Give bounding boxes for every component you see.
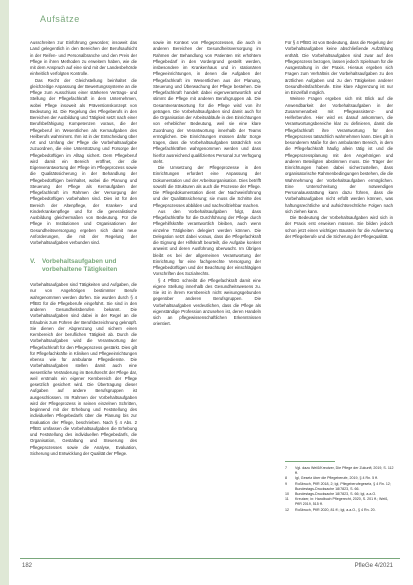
column-1-top-text	[30, 40, 137, 246]
footnote-number: 7	[285, 466, 287, 470]
section-title-line-2: vorbehaltene Tätigkeiten	[42, 266, 118, 274]
paragraph: Weitere Fragen ergeben sich mit Blick auf die Anwendbarkeit der Vorbehaltsaufgaben in der Zusammenarbeit mit Pflegeassistenz- und Helferberufen. Hier wird es darauf ankommen, die Verantwortungsbereiche klar zu definieren, damit die Pflegefachkraft ihre Verantwortung für den Pflegeprozess tatsächlich wahrnehmen kann. Dies gilt in besonderem Maße für den ambulanten Bereich, in dem die Pflegefachkraft häufig allein tätig ist und die Pflegeprozessplanung mit den Angehörigen und anderen Beteiligten abstimmen muss. Die Träger der Einrichtungen haben dabei sicherzustellen, dass organisatorische Rahmenbedingungen bestehen, die die Wahrnehmung der Vorbehaltsaufgaben ermöglichen. Eine Unterschreitung der notwendigen Personalausstattung kann dazu führen, dass die Vorbehaltsaufgaben nicht erfüllt werden können, was haftungsrechtliche und aufsichtsrechtliche Folgen nach sich ziehen kann.	[285, 96, 393, 214]
page-number: 182	[22, 563, 33, 569]
footnote-number: 9	[285, 481, 287, 486]
footnote-text: Vgl. dazu Weiß/Kreutzer, Die Pflege der Zukunft, 2019, S. 112 ff.	[295, 466, 394, 476]
paragraph: Vorbehaltsaufgaben sind Tätigkeiten und Aufgaben, die nur von Angehörigen bestimmter Berufe wahrgenommen werden dürfen. Sie wurden durch § 4 PflBG für die Pflegeberufe eingeführt. Sie sind in den anderen Gesundheitsberufen bekannt. Die Vorbehaltsaufgaben sind dabei in der Regel an die Erlaubnis zum Führen der Berufsbezeichnung geknüpft. Sie dienen der Abgrenzung und sichern einen Kernbereich der beruflichen Tätigkeit ab. Durch die Vorbehaltsaufgaben wird die Verantwortung der Pflegefachkraft für den Pflegeprozess gestärkt. Dies gilt für Pflegefachkräfte in Kliniken und Pflegeeinrichtungen ebenso wie für ambulante Pflegedienste. Die Vorbehaltsaufgaben stellen damit auch eine wesentliche Veränderung im Berufsrecht der Pflege dar, weil erstmals ein eigener Kernbereich der Pflege gesetzlich gesichert wird. Die Übertragung dieser Aufgaben auf andere Berufsgruppen ist ausgeschlossen. Im Rahmen der Vorbehaltsaufgaben wird der Pflegeprozess in seinen einzelnen Schritten, beginnend mit der Erhebung und Feststellung des individuellen Pflegebedarfs über die Planung bis zur Evaluation der Pflege, beschrieben. Nach § 4 Abs. 2 PflBG umfassen die Vorbehaltsaufgaben die Erhebung und Feststellung des individuellen Pflegebedarfs, die Organisation, Gestaltung und Steuerung des Pflegeprozesses sowie die Analyse, Evaluation, Sicherung und Entwicklung der Qualität der Pflege.	[30, 282, 137, 456]
paragraph: Aus den Vorbehaltsaufgaben folgt, dass Pflegefachkräfte für die Durchführung der Pflege durch Pflegehilfskräfte verantwortlich bleiben, auch wenn einzelne Tätigkeiten delegiert werden können. Die Delegation setzt dabei voraus, dass die Pflegefachkraft die Eignung der Hilfskraft beurteilt, die Aufgabe konkret anweist und deren Ausführung überwacht. Im Übrigen bleibt es bei der allgemeinen Verantwortung der Einrichtung für eine fachgerechte Versorgung der Pflegebedürftigen und der Beachtung der einschlägigen Vorschriften des Sozialrechts.	[153, 208, 261, 277]
footer-divider	[20, 558, 400, 559]
footnotes	[285, 466, 395, 513]
section-number: V.	[30, 258, 36, 265]
paragraph: Das Recht der Gleichstellung beinhaltet die gleichzeitige Anpassung der Bewertungssysteme an die Pflege zum Ausschluss einer stärkeren Vertrags- und Stellung der Pflegefachkraft in dem Unternehmen, wobei Pflege insoweit als Präventionskonzept von Bedeutung ist. Die Regelung des Pflegeberufs in den Bereichen der Ausbildung und Tätigkeit setzt nach einer Berufsbefähigung Kompetenzen voraus, die der Pflegeberuf im Wesentlichen als Kernaufgaben des Heilberufs wahrnimmt. Ihm ist in der Entscheidung über Art und Umfang der Pflege die Vorbehaltsaufgabe zuzuordnen, die eine Unterstützung und Fürsorge der Pflegebedürftigen im Alltag sichert. Dem Pflegeberuf wird damit ein Bereich eröffnet, der die Eigenverantwortung der Pflege im Pflegeprozess sowie die Qualitätssicherung in der Behandlung der Pflegebedürftigen beinhaltet, wobei die Planung und Steuerung der Pflege als Kernaufgaben der Pflegefachkraft im Rahmen der Versorgung der Pflegebedürftigen vorbehalten sind. Dies ist für den Bereich der Altenpflege, der Kranken- und Kinderkrankenpflege und für die generalistische Ausbildung gleichermaßen von Bedeutung. Für die Pflege in Institutionen und Organisationen der Gesundheitsversorgung ergeben sich damit neue Anforderungen, die mit der Regelung der Vorbehaltsaufgaben verbunden sind.	[30, 77, 137, 245]
text-column-3	[285, 40, 393, 456]
footnote	[285, 497, 395, 507]
paragraph: Ausschreiten zur Einführung geworden; insoweit das Land gelegentlich in den Bereichen der Berufsaufsicht in der Reifen- und Personalbranche und den Preis der Pflege in ihren Methoden zu erweitern haben, wie die mit dem Anspruch auf eine sind mit der Landesbehörde einheitlich verfolgten Kontrolle.	[30, 40, 137, 77]
column-1-bottom-text	[30, 282, 137, 457]
text-column-1-lower	[30, 282, 137, 553]
footnote-text: Igl, Gesetz über die Pflegeberufe, 2019, § 4 Rn. 5 ff.	[295, 476, 379, 481]
footnote-number: 10	[285, 492, 289, 497]
paragraph: Die Umsetzung der Pflegeprozesse in den Einrichtungen erfordert eine Anpassung der Dokumentation und der Arbeitsorganisation. Dies betrifft sowohl die Strukturen als auch die Prozesse der Pflege. Die Pflegedokumentation dient der Nachweisführung und der Qualitätssicherung; sie muss die Schritte des Pflegeprozesses abbilden und nachvollziehbar machen.	[153, 165, 261, 208]
footnote-number: 12	[285, 507, 289, 512]
footnote-text: Bundestags-Drucksache 18/7823, S. 66; Igl, a.a.O.	[295, 492, 377, 497]
paragraph: Für § 4 PflBG ist von Bedeutung, dass die Regelung der Vorbehaltsaufgaben keine abschließende Aufzählung enthält. Die Vorbehaltsaufgaben sind zwar auf den Pflegeprozess bezogen, lassen jedoch Spielraum für die Ausgestaltung in der Praxis. Hieraus ergeben sich Fragen zum Verhältnis der Vorbehaltsaufgaben zu den ärztlichen Aufgaben und zu den Tätigkeiten anderer Gesundheitsfachberufe. Eine klare Abgrenzung ist nur im Einzelfall möglich.	[285, 40, 393, 95]
footnote	[285, 508, 395, 513]
section-header-label: Aufsätze	[40, 14, 80, 24]
footnote-text: Roßbruch, PflR 2018, 2; Igl, Pflegeberufegesetz, § 4 Rn. 12; Bundestags-Drucksache 18/7823, S. 66.	[295, 481, 391, 491]
footnote-text: Roßbruch, PflR 2020, 81 ff.; Igl, a.a.O., § 4 Rn. 20.	[295, 507, 376, 512]
side-color-bar	[0, 0, 9, 585]
footnote-number: 11	[285, 497, 289, 502]
paragraph: sowie im Kontext von Pflegeprozessen, die auch in anderen Bereichen der Gesundheitsversorgung im Rahmen der Behandlung von Patienten mit erhöhtem Pflegebedarf in den Vordergrund gestellt werden, insbesondere im Krankenhaus und in stationären Pflegeeinrichtungen, in denen die Aufgaben der Pflegefachkraft im Wesentlichen aus der Planung, Steuerung und Überwachung der Pflege bestehen. Die Pflegefachkraft handelt dabei eigenverantwortlich und stimmt die Pflege mit anderen Berufsgruppen ab. Die Gesamtverantwortung für die Pflege wird von ihr getragen. Die Vorbehaltsaufgaben sind damit auch für die Organisation der Arbeitsabläufe in den Einrichtungen von erheblicher Bedeutung, weil sie eine klare Zuordnung der Verantwortung innerhalb der Teams ermöglichen. Die Einrichtungen müssen dafür Sorge tragen, dass die Vorbehaltsaufgaben tatsächlich von Pflegefachkräften wahrgenommen werden und dass hierfür ausreichend qualifiziertes Personal zur Verfügung steht.	[153, 40, 261, 164]
text-column-2	[153, 40, 261, 553]
footnote-text: Kreutzer, in: Handbuch Pflegerecht, 2020, S. 201 ff.; Weiß, PflR 2019, 515 ff.	[295, 497, 389, 507]
footnote	[285, 466, 395, 476]
section-title-line-1: Vorbehaltsaufgaben und	[42, 258, 117, 265]
paragraph: § 4 PflBG schreibt die Pflegefachkraft damit eine eigene Stellung innerhalb des Gesundheitswesens zu. Sie ist in ihrem Kernbereich nicht weisungsgebunden gegenüber anderen Berufsgruppen. Die Vorbehaltsaufgaben verdeutlichen, dass die Pflege als eigenständige Profession anzusehen ist, deren Handeln sich an pflegewissenschaftlichen Erkenntnissen orientiert.	[153, 277, 261, 327]
footnote	[285, 482, 395, 492]
footnote-number: 8	[285, 476, 287, 481]
text-column-1	[30, 40, 137, 250]
section-heading	[30, 258, 140, 274]
column-3-text	[285, 40, 393, 240]
paragraph: Die Bedeutung der Vorbehaltsaufgaben wird sich in der Praxis erst erweisen müssen. Sie bilden jedoch schon jetzt einen wichtigen Baustein für die Aufwertung der Pflegeberufe und die Sicherung der Pflegequalität.	[285, 215, 393, 239]
footnote-divider	[285, 461, 335, 462]
column-2-text	[153, 40, 261, 328]
journal-issue: PfleGe 4/2021	[354, 563, 393, 569]
